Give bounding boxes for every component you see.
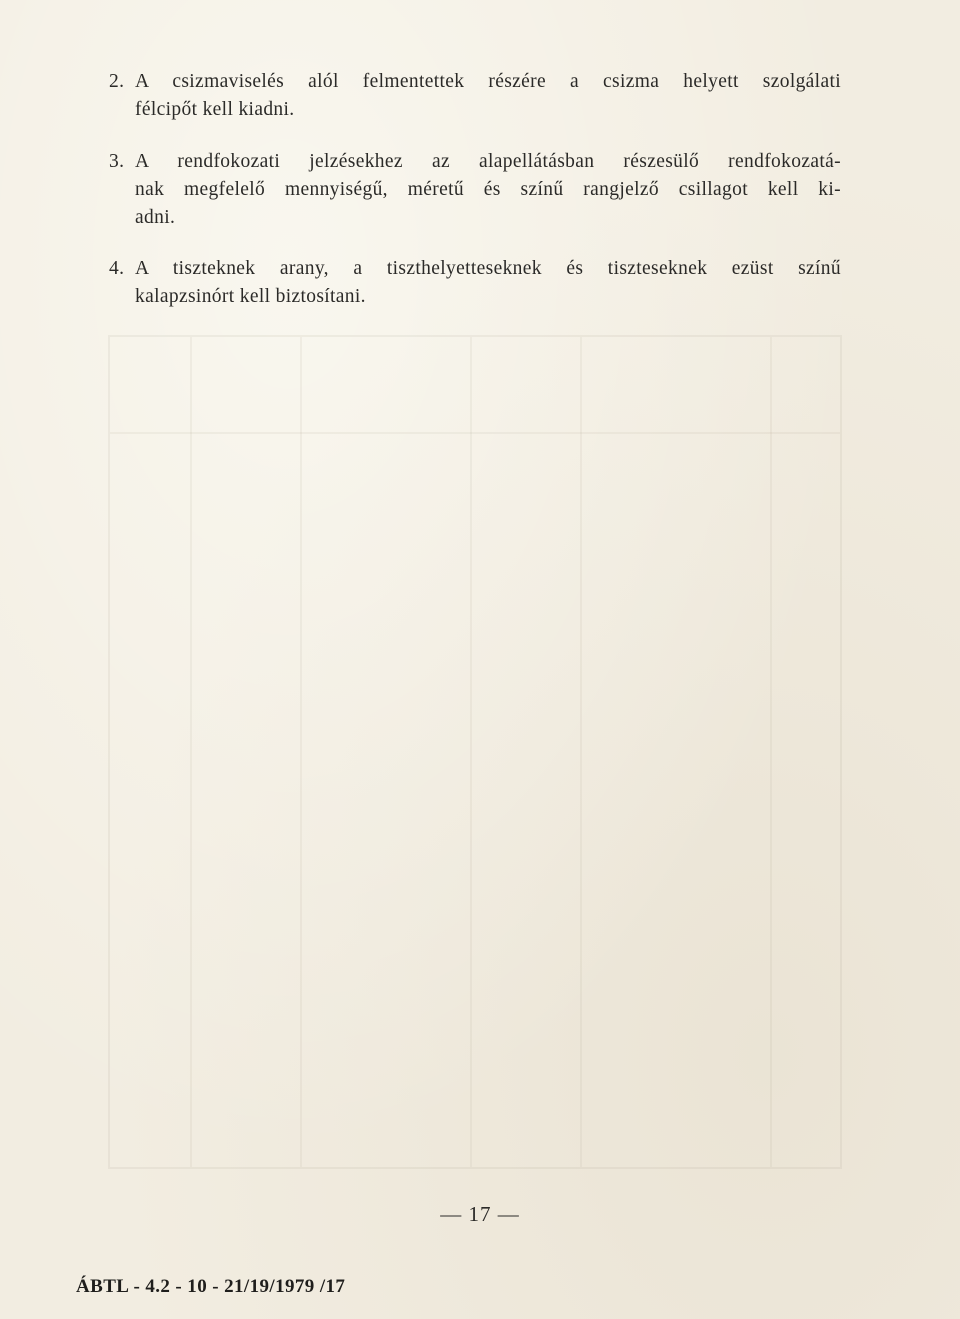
paragraph-line: félcipőt kell kiadni. — [135, 99, 295, 120]
paragraph-line — [109, 255, 841, 283]
bleed-through-table — [108, 335, 842, 1169]
paragraph-number: 2. — [109, 71, 125, 92]
paragraph-line: adni. — [135, 207, 176, 228]
bleed-through-column — [300, 337, 302, 1167]
bleed-through-column — [770, 337, 772, 1167]
paragraph-text: A rendfokozati jelzésekhez az alapellátásban részesülő rendfokozatá- — [135, 151, 841, 172]
bleed-through-column — [470, 337, 472, 1167]
paragraph-line: nak megfelelő mennyiségű, méretű és színű rangjelző csillagot kell ki- — [135, 179, 841, 200]
paragraph-text: A tiszteknek arany, a tiszthelyetteseknek és tiszteseknek ezüst színű — [135, 258, 841, 279]
paragraph-text: A csizmaviselés alól felmentettek részére a csizma helyett szolgálati — [135, 71, 841, 92]
paragraph-number: 4. — [109, 258, 125, 279]
paragraph-4 — [109, 255, 841, 311]
paragraph-3 — [109, 148, 841, 232]
paragraph-line — [109, 68, 841, 96]
paragraph-number: 3. — [109, 151, 125, 172]
bleed-through-column — [580, 337, 582, 1167]
page-number: — 17 — — [440, 1202, 520, 1226]
archive-reference: ÁBTL - 4.2 - 10 - 21/19/1979 /17 — [76, 1276, 346, 1297]
paragraph-2 — [109, 68, 841, 124]
paragraph-line: kalapzsinórt kell biztosítani. — [135, 286, 366, 307]
bleed-through-header-rule — [110, 432, 840, 434]
paragraph-line — [109, 148, 841, 176]
bleed-through-column — [190, 337, 192, 1167]
